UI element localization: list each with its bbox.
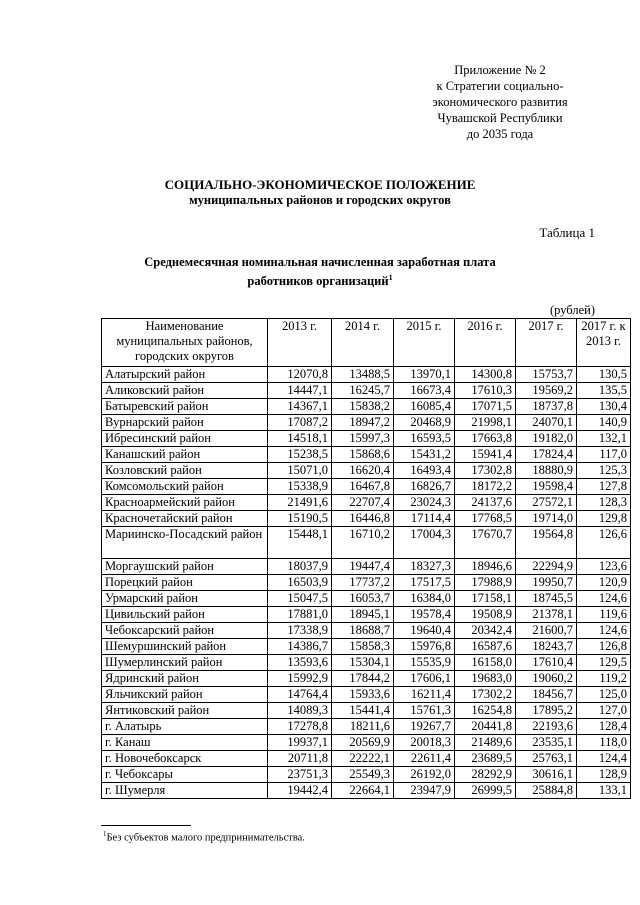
- footnote-divider: [101, 825, 191, 826]
- table-row: [102, 415, 631, 431]
- row-value: 15071,0: [268, 463, 332, 479]
- row-value: 17004,3: [394, 527, 455, 559]
- table-title: [0, 254, 640, 289]
- footnote-text: Без субъектов малого предпринимательства.: [106, 832, 305, 844]
- row-name: г. Новочебоксарск: [102, 751, 268, 767]
- table-row: [102, 719, 631, 735]
- table-row: [102, 431, 631, 447]
- row-value: 19640,4: [394, 623, 455, 639]
- row-value: 13970,1: [394, 367, 455, 383]
- document-title: СОЦИАЛЬНО-ЭКОНОМИЧЕСКОЕ ПОЛОЖЕНИЕ: [164, 177, 476, 192]
- row-value: 15838,2: [332, 399, 394, 415]
- row-value: 17606,1: [394, 671, 455, 687]
- salary-table: [101, 318, 631, 799]
- table-title-line2: [0, 270, 640, 289]
- row-value: 15976,8: [394, 639, 455, 655]
- row-value: 20018,3: [394, 735, 455, 751]
- row-ratio: 128,4: [577, 719, 631, 735]
- row-value: 15441,4: [332, 703, 394, 719]
- row-value: 14367,1: [268, 399, 332, 415]
- row-value: 17768,5: [455, 511, 516, 527]
- row-ratio: 120,9: [577, 575, 631, 591]
- row-value: 16710,2: [332, 527, 394, 559]
- row-value: 19508,9: [455, 607, 516, 623]
- row-value: 21378,1: [516, 607, 577, 623]
- row-value: 17610,3: [455, 383, 516, 399]
- row-value: 15238,5: [268, 447, 332, 463]
- table-row: [102, 575, 631, 591]
- row-ratio: 130,5: [577, 367, 631, 383]
- appendix-line: Приложение № 2: [454, 63, 546, 77]
- row-value: 23689,5: [455, 751, 516, 767]
- row-value: 18211,6: [332, 719, 394, 735]
- appendix-line: экономического развития: [432, 95, 568, 109]
- footnote-number: 1: [103, 830, 107, 838]
- row-ratio: 119,2: [577, 671, 631, 687]
- row-value: 16158,0: [455, 655, 516, 671]
- table-row: [102, 367, 631, 383]
- footnote: [103, 830, 305, 844]
- row-value: 19714,0: [516, 511, 577, 527]
- row-value: 17895,2: [516, 703, 577, 719]
- row-value: 14518,1: [268, 431, 332, 447]
- row-value: 16587,6: [455, 639, 516, 655]
- row-value: 12070,8: [268, 367, 332, 383]
- row-name: Шемуршинский район: [102, 639, 268, 655]
- table-row: [102, 655, 631, 671]
- row-value: 24070,1: [516, 415, 577, 431]
- row-value: 22664,1: [332, 783, 394, 799]
- row-ratio: 135,5: [577, 383, 631, 399]
- row-name: Вурнарский район: [102, 415, 268, 431]
- table-row: [102, 559, 631, 575]
- table-row: [102, 671, 631, 687]
- row-value: 18037,9: [268, 559, 332, 575]
- row-ratio: 140,9: [577, 415, 631, 431]
- table-row: [102, 383, 631, 399]
- row-ratio: 129,8: [577, 511, 631, 527]
- row-value: 22294,9: [516, 559, 577, 575]
- row-value: 30616,1: [516, 767, 577, 783]
- row-value: 19937,1: [268, 735, 332, 751]
- row-value: 15858,3: [332, 639, 394, 655]
- row-value: 20468,9: [394, 415, 455, 431]
- row-value: 19267,7: [394, 719, 455, 735]
- footnote-mark: 1: [388, 273, 393, 282]
- row-value: 22707,4: [332, 495, 394, 511]
- row-ratio: 132,1: [577, 431, 631, 447]
- row-name: Мариинско-Посадский район: [102, 527, 268, 559]
- row-value: 16826,7: [394, 479, 455, 495]
- row-value: 18737,8: [516, 399, 577, 415]
- row-name: Красночетайский район: [102, 511, 268, 527]
- row-value: 20441,8: [455, 719, 516, 735]
- row-value: 16446,8: [332, 511, 394, 527]
- row-value: 20711,8: [268, 751, 332, 767]
- header-2017: 2017 г.: [516, 319, 577, 367]
- row-name: Чебоксарский район: [102, 623, 268, 639]
- table-title-line1: Среднемесячная номинальная начисленная заработная плата: [144, 255, 496, 269]
- row-value: 18243,7: [516, 639, 577, 655]
- table-row: [102, 767, 631, 783]
- row-value: 23751,3: [268, 767, 332, 783]
- table-row: [102, 783, 631, 799]
- row-value: 19578,4: [394, 607, 455, 623]
- row-value: 15933,6: [332, 687, 394, 703]
- table-row: [102, 463, 631, 479]
- row-name: Красноармейский район: [102, 495, 268, 511]
- table-row: [102, 591, 631, 607]
- row-value: 18456,7: [516, 687, 577, 703]
- row-name: Моргаушский район: [102, 559, 268, 575]
- row-value: 22193,6: [516, 719, 577, 735]
- header-2016: 2016 г.: [455, 319, 516, 367]
- row-value: 25763,1: [516, 751, 577, 767]
- header-ratio: 2017 г. к 2013 г.: [577, 319, 631, 367]
- table-label: Таблица 1: [539, 225, 595, 240]
- row-ratio: 124,4: [577, 751, 631, 767]
- row-ratio: 125,3: [577, 463, 631, 479]
- row-value: 19564,8: [516, 527, 577, 559]
- row-value: 18947,2: [332, 415, 394, 431]
- row-value: 15868,6: [332, 447, 394, 463]
- row-value: 17824,4: [516, 447, 577, 463]
- row-value: 16384,0: [394, 591, 455, 607]
- row-value: 25884,8: [516, 783, 577, 799]
- row-name: г. Шумерля: [102, 783, 268, 799]
- row-ratio: 118,0: [577, 735, 631, 751]
- row-value: 19598,4: [516, 479, 577, 495]
- row-value: 15761,3: [394, 703, 455, 719]
- row-value: 24137,6: [455, 495, 516, 511]
- table-row: [102, 735, 631, 751]
- table-row: [102, 495, 631, 511]
- row-value: 17610,4: [516, 655, 577, 671]
- row-ratio: 125,0: [577, 687, 631, 703]
- row-value: 17302,8: [455, 463, 516, 479]
- table-row: [102, 607, 631, 623]
- row-value: 16053,7: [332, 591, 394, 607]
- row-value: 16467,8: [332, 479, 394, 495]
- row-value: 23947,9: [394, 783, 455, 799]
- row-value: 15535,9: [394, 655, 455, 671]
- row-value: 15431,2: [394, 447, 455, 463]
- row-name: Яльчикский район: [102, 687, 268, 703]
- row-name: Ядринский район: [102, 671, 268, 687]
- row-name: Янтиковский район: [102, 703, 268, 719]
- row-ratio: 130,4: [577, 399, 631, 415]
- header-2015: 2015 г.: [394, 319, 455, 367]
- row-value: 27572,1: [516, 495, 577, 511]
- appendix-line: к Стратегии социально-: [436, 79, 564, 93]
- appendix-line: до 2035 года: [466, 127, 534, 141]
- row-value: 17338,9: [268, 623, 332, 639]
- row-value: 15941,4: [455, 447, 516, 463]
- table-row: [102, 751, 631, 767]
- row-name: Аликовский район: [102, 383, 268, 399]
- row-value: 25549,3: [332, 767, 394, 783]
- row-value: 13488,5: [332, 367, 394, 383]
- row-value: 13593,6: [268, 655, 332, 671]
- header-2014: 2014 г.: [332, 319, 394, 367]
- row-ratio: 128,3: [577, 495, 631, 511]
- row-name: Канашский район: [102, 447, 268, 463]
- table-row: [102, 479, 631, 495]
- row-value: 22222,1: [332, 751, 394, 767]
- row-value: 17302,2: [455, 687, 516, 703]
- row-value: 28292,9: [455, 767, 516, 783]
- row-ratio: 128,9: [577, 767, 631, 783]
- row-value: 16245,7: [332, 383, 394, 399]
- row-value: 17278,8: [268, 719, 332, 735]
- row-value: 15997,3: [332, 431, 394, 447]
- row-value: 19950,7: [516, 575, 577, 591]
- table-row: [102, 623, 631, 639]
- table-row: [102, 447, 631, 463]
- row-value: 14300,8: [455, 367, 516, 383]
- row-value: 14386,7: [268, 639, 332, 655]
- row-value: 17087,2: [268, 415, 332, 431]
- row-value: 22611,4: [394, 751, 455, 767]
- row-value: 17670,7: [455, 527, 516, 559]
- row-ratio: 127,0: [577, 703, 631, 719]
- row-value: 18745,5: [516, 591, 577, 607]
- row-value: 23535,1: [516, 735, 577, 751]
- row-value: 17988,9: [455, 575, 516, 591]
- row-value: 21600,7: [516, 623, 577, 639]
- row-value: 17071,5: [455, 399, 516, 415]
- row-name: Батыревский район: [102, 399, 268, 415]
- table-row: [102, 527, 631, 559]
- header-2013: 2013 г.: [268, 319, 332, 367]
- row-value: 16254,8: [455, 703, 516, 719]
- table-title-text: работников организаций: [247, 274, 389, 289]
- row-value: 15338,9: [268, 479, 332, 495]
- row-value: 19060,2: [516, 671, 577, 687]
- row-name: Ибресинский район: [102, 431, 268, 447]
- document-subtitle: муниципальных районов и городских округов: [189, 193, 451, 207]
- row-value: 17844,2: [332, 671, 394, 687]
- row-value: 19442,4: [268, 783, 332, 799]
- row-value: 17114,4: [394, 511, 455, 527]
- row-value: 15190,5: [268, 511, 332, 527]
- table-row: [102, 399, 631, 415]
- row-name: г. Канаш: [102, 735, 268, 751]
- units-label: (рублей): [549, 303, 595, 317]
- row-value: 14089,3: [268, 703, 332, 719]
- row-ratio: 126,8: [577, 639, 631, 655]
- row-value: 16620,4: [332, 463, 394, 479]
- row-value: 20569,9: [332, 735, 394, 751]
- row-value: 18172,2: [455, 479, 516, 495]
- row-value: 15992,9: [268, 671, 332, 687]
- row-value: 17158,1: [455, 591, 516, 607]
- row-value: 19683,0: [455, 671, 516, 687]
- row-value: 19569,2: [516, 383, 577, 399]
- row-name: г. Чебоксары: [102, 767, 268, 783]
- row-name: Комсомольский район: [102, 479, 268, 495]
- row-ratio: 124,6: [577, 623, 631, 639]
- row-value: 17737,2: [332, 575, 394, 591]
- row-value: 18946,6: [455, 559, 516, 575]
- row-value: 17517,5: [394, 575, 455, 591]
- row-ratio: 129,5: [577, 655, 631, 671]
- row-value: 16085,4: [394, 399, 455, 415]
- row-ratio: 119,6: [577, 607, 631, 623]
- row-value: 17881,0: [268, 607, 332, 623]
- row-value: 18880,9: [516, 463, 577, 479]
- row-value: 18688,7: [332, 623, 394, 639]
- row-value: 26192,0: [394, 767, 455, 783]
- row-value: 19447,4: [332, 559, 394, 575]
- row-value: 15304,1: [332, 655, 394, 671]
- row-name: Шумерлинский район: [102, 655, 268, 671]
- row-name: Алатырский район: [102, 367, 268, 383]
- row-ratio: 124,6: [577, 591, 631, 607]
- row-name: Урмарский район: [102, 591, 268, 607]
- table-row: [102, 511, 631, 527]
- row-value: 20342,4: [455, 623, 516, 639]
- row-value: 19182,0: [516, 431, 577, 447]
- row-value: 16211,4: [394, 687, 455, 703]
- row-name: Порецкий район: [102, 575, 268, 591]
- row-value: 14764,4: [268, 687, 332, 703]
- table-row: [102, 639, 631, 655]
- row-value: 15448,1: [268, 527, 332, 559]
- row-value: 16503,9: [268, 575, 332, 591]
- row-value: 21489,6: [455, 735, 516, 751]
- row-ratio: 117,0: [577, 447, 631, 463]
- row-value: 16493,4: [394, 463, 455, 479]
- row-ratio: 123,6: [577, 559, 631, 575]
- row-value: 15753,7: [516, 367, 577, 383]
- appendix-line: Чувашской Республики: [437, 111, 563, 125]
- row-value: 21998,1: [455, 415, 516, 431]
- row-value: 17663,8: [455, 431, 516, 447]
- row-name: Цивильский район: [102, 607, 268, 623]
- table-row: [102, 703, 631, 719]
- row-value: 14447,1: [268, 383, 332, 399]
- row-name: Козловский район: [102, 463, 268, 479]
- row-value: 16673,4: [394, 383, 455, 399]
- row-value: 18945,1: [332, 607, 394, 623]
- row-ratio: 133,1: [577, 783, 631, 799]
- row-value: 16593,5: [394, 431, 455, 447]
- table-header-row: [102, 319, 631, 367]
- row-value: 21491,6: [268, 495, 332, 511]
- row-value: 18327,3: [394, 559, 455, 575]
- row-ratio: 127,8: [577, 479, 631, 495]
- row-name: г. Алатырь: [102, 719, 268, 735]
- row-value: 23024,3: [394, 495, 455, 511]
- appendix-block: [400, 62, 600, 142]
- row-ratio: 126,6: [577, 527, 631, 559]
- row-value: 26999,5: [455, 783, 516, 799]
- header-name: Наименование муниципальных районов, городских округов: [102, 319, 268, 367]
- row-value: 15047,5: [268, 591, 332, 607]
- table-row: [102, 687, 631, 703]
